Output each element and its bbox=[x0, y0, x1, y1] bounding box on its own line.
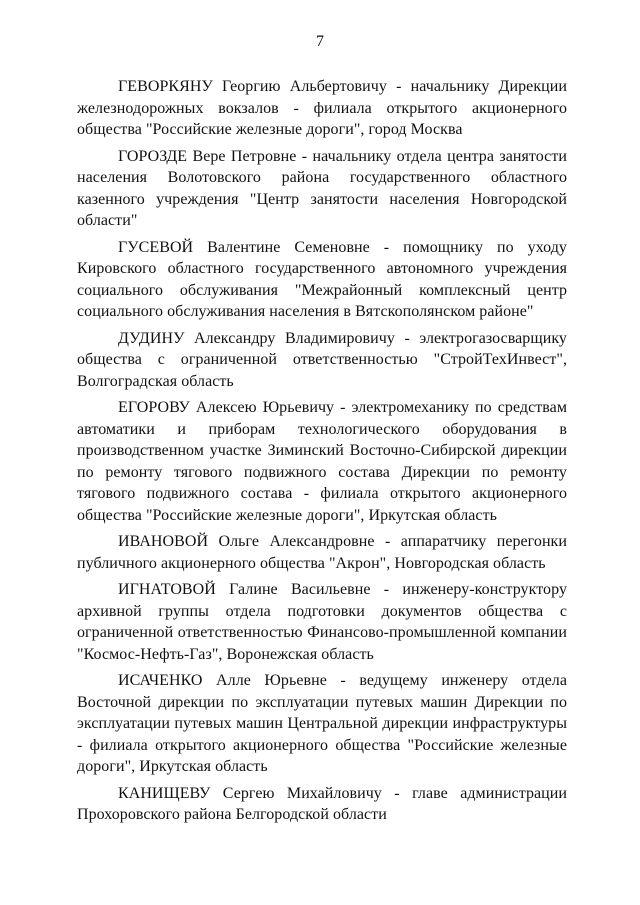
list-item: ЕГОРОВУ Алексею Юрьевичу - электромеханику по средствам автоматики и приборам технологического оборудования в производственном участке Зиминский Восточно-Сибирской дирекции по ремонту тягового подвижного состава Дирекции по ремонту тягового подвижного состава - филиала открытого акционерного общества "Российские железные дороги", Иркутская область bbox=[77, 399, 567, 524]
list-item: ГОРОЗДЕ Вере Петровне - начальнику отдела центра занятости населения Волотовского района государственного областного казенного учреждения "Центр занятости населения Новгородской области" bbox=[77, 147, 567, 229]
award-list bbox=[77, 76, 567, 831]
list-item: ИВАНОВОЙ Ольге Александровне - аппаратчику перегонки публичного акционерного общества "Акрон", Новгородская область bbox=[77, 533, 567, 572]
list-item: ДУДИНУ Александру Владимировичу - электрогазосварщику общества с ограниченной ответственностью "СтройТехИнвест", Волгоградская область bbox=[77, 329, 567, 390]
list-item: ГУСЕВОЙ Валентине Семеновне - помощнику по уходу Кировского областного государственного автономного учреждения социального обслуживания "Межрайонный комплексный центр социального обслуживания населения в Вятскополянском районе" bbox=[77, 238, 567, 320]
list-item: ГЕВОРКЯНУ Георгию Альбертовичу - начальнику Дирекции железнодорожных вокзалов - филиала открытого акционерного общества "Российские железные дороги", город Москва bbox=[77, 78, 567, 138]
list-item: КАНИЩЕВУ Сергею Михайловичу - главе администрации Прохоровского района Белгородской области bbox=[77, 784, 567, 823]
list-item: ИСАЧЕНКО Алле Юрьевне - ведущему инженеру отдела Восточной дирекции по эксплуатации путевых машин Дирекции по эксплуатации путевых машин Центральной дирекции инфраструктуры - филиала открытого акционерного общества "Российские железные дороги", Иркутская область bbox=[77, 672, 567, 775]
page-number: 7 bbox=[316, 33, 324, 50]
list-item: ИГНАТОВОЙ Галине Васильевне - инженеру-конструктору архивной группы отдела подготовки документов общества с ограниченной ответственностью Финансово-промышленной компании "Космос-Нефть-Газ", Воронежская область bbox=[77, 581, 567, 663]
